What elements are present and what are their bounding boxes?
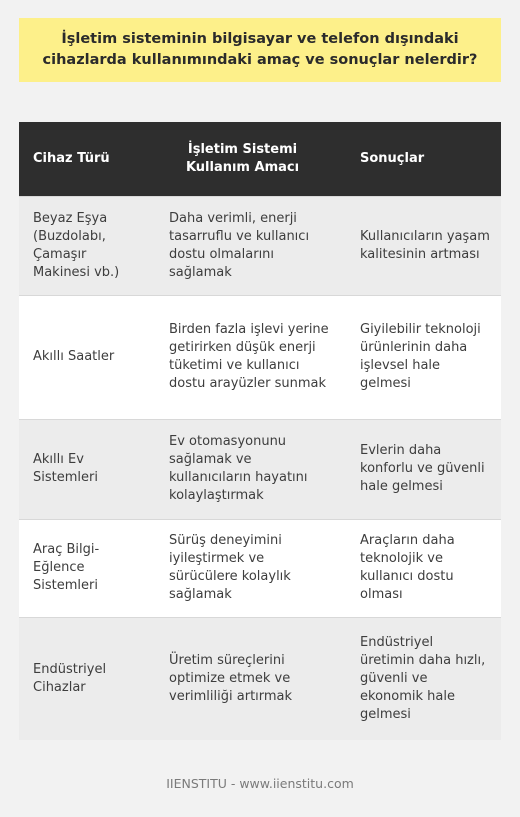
cell-purpose: Sürüş deneyimini iyileştirmek ve sürücülere kolaylık sağlamak xyxy=(155,519,346,617)
cell-purpose: Üretim süreçlerini optimize etmek ve verimliliği artırmak xyxy=(155,617,346,740)
cell-device: Akıllı Ev Sistemleri xyxy=(19,419,155,519)
cell-device: Akıllı Saatler xyxy=(19,295,155,419)
table-header-row xyxy=(19,122,501,196)
cell-device: Endüstriyel Cihazlar xyxy=(19,617,155,740)
table-row xyxy=(19,519,501,617)
cell-result: Araçların daha teknolojik ve kullanıcı dostu olması xyxy=(346,519,501,617)
title-banner xyxy=(19,18,501,82)
cell-device: Beyaz Eşya (Buzdolabı, Çamaşır Makinesi vb.) xyxy=(19,196,155,295)
table-row xyxy=(19,617,501,740)
footer-credit: IIENSTITU - www.iienstitu.com xyxy=(166,776,354,791)
cell-device: Araç Bilgi-Eğlence Sistemleri xyxy=(19,519,155,617)
header-device-type: Cihaz Türü xyxy=(19,122,155,196)
table-row xyxy=(19,196,501,295)
comparison-table xyxy=(19,122,501,740)
table-row xyxy=(19,295,501,419)
page-title: İşletim sisteminin bilgisayar ve telefon dışındaki cihazlarda kullanımındaki amaç ve sonuçlar nelerdir? xyxy=(42,31,478,68)
cell-result: Endüstriyel üretimin daha hızlı, güvenli ve ekonomik hale gelmesi xyxy=(346,617,501,740)
cell-result: Kullanıcıların yaşam kalitesinin artması xyxy=(346,196,501,295)
header-results: Sonuçlar xyxy=(346,122,501,196)
cell-purpose: Birden fazla işlevi yerine getirirken düşük enerji tüketimi ve kullanıcı dostu arayüzler sunmak xyxy=(155,295,346,419)
table-row xyxy=(19,419,501,519)
cell-result: Giyilebilir teknoloji ürünlerinin daha işlevsel hale gelmesi xyxy=(346,295,501,419)
cell-purpose: Daha verimli, enerji tasarruflu ve kullanıcı dostu olmalarını sağlamak xyxy=(155,196,346,295)
cell-result: Evlerin daha konforlu ve güvenli hale gelmesi xyxy=(346,419,501,519)
cell-purpose: Ev otomasyonunu sağlamak ve kullanıcıların hayatını kolaylaştırmak xyxy=(155,419,346,519)
header-os-purpose: İşletim Sistemi Kullanım Amacı xyxy=(155,122,346,196)
